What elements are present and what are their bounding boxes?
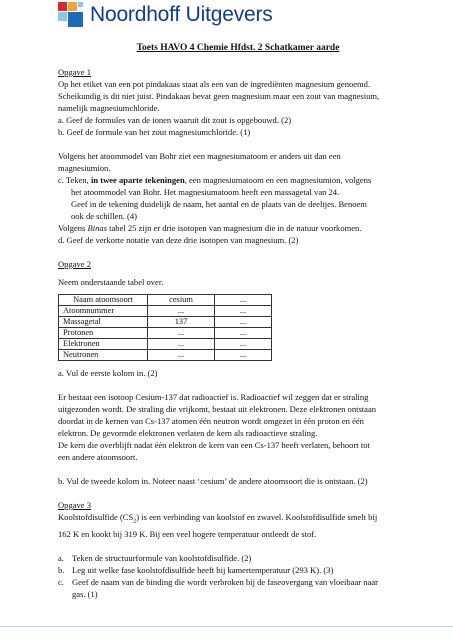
q2-text-3: doordat in de kernen van Cs-137 atomen één neutron wordt omgezet in één proton en één bbox=[58, 416, 364, 426]
q3-intro-2: 162 K en kookt bij 319 K. Bij een veel hogere temperatuur ontleedt de stof. bbox=[58, 528, 317, 539]
q2-text-2: uitgezonden wordt. De straling die vrijkomt, bestaat uit elektronen. Deze elektronen ontstaan bbox=[58, 404, 377, 414]
table-row: Atoomnummer ... ... bbox=[59, 306, 272, 317]
q3-heading: Opgave 3 bbox=[58, 500, 91, 510]
q1-intro-2: Scheikundig is dit niet juist. Pindakaas bevat geen magnesium maar een zout van magnesium, bbox=[58, 91, 380, 101]
q1-bohr-2: magnesiumion. bbox=[58, 163, 111, 173]
q1-intro-1: Op het etiket van een pot pindakaas staat als een van de ingrediënten magnesium genoemd. bbox=[58, 79, 371, 89]
q2-text-1: Er bestaat een isotoop Cesium-137 dat radioactief is. Radioactief wil zeggen dat er straling bbox=[58, 392, 369, 402]
q2-heading: Opgave 2 bbox=[58, 259, 91, 269]
table-row: Elektronen ... ... bbox=[59, 339, 272, 350]
q2-text-4: elektron. De gevormde elektronen verlaten de kern als radioactieve straling. bbox=[58, 428, 318, 438]
document-page bbox=[58, 40, 418, 600]
element-table bbox=[58, 294, 272, 361]
q2-question-b: b. Vul de tweede kolom in. Noteer naast ‘cesium’ de andere atoomsoort die is ontstaan. (2) bbox=[58, 476, 368, 486]
q3-intro-1: Koolstofdisulfide $(CS_2)$ is een verbinding van koolstof en zwavel. Koolstofdisulfide smelt bij bbox=[58, 512, 378, 525]
q1-question-c-3: Geef in de tekening duidelijk de naam, het aantal en de plaats van de deeltjes. Benoem bbox=[71, 199, 367, 209]
q1-question-c-2: het atoommodel van Bohr. Het magnesiumatoom heeft een massagetal van 24. bbox=[71, 187, 340, 197]
q3-question-c: c. Geef de naam van de binding die wordt verbroken bij de faseovergang van vloeibaar naar bbox=[58, 576, 378, 587]
table-row: Naam atoomsoort cesium ... bbox=[59, 295, 272, 306]
brand-name: Noordhoff Uitgevers bbox=[90, 3, 273, 26]
q3-question-b: b. Leg uit welke fase koolstofdisulfide heeft bij kamertemperatuur (293 K). (3) bbox=[58, 564, 334, 575]
q1-intro-3: namelijk magnesiumchloride. bbox=[58, 103, 160, 113]
q1-question-c-4: ook de schillen. (4) bbox=[71, 211, 137, 221]
logo-mark-icon bbox=[58, 2, 84, 28]
table-row: Neutronen ... ... bbox=[59, 350, 272, 361]
q3-question-c-2: gas. (1) bbox=[72, 588, 98, 599]
q2-text-5: De kern die overblijft nadat één elektron de kern van een Cs-137 heeft verlaten, behoort tot bbox=[58, 440, 370, 450]
q1-question-b: b. Geef de formule van het zout magnesiumchloride. (1) bbox=[58, 127, 251, 137]
page-title: Toets HAVO 4 Chemie Hfdst. 2 Schatkamer aarde bbox=[136, 43, 340, 53]
q2-intro: Neem onderstaande tabel over. bbox=[58, 277, 164, 287]
publisher-logo bbox=[58, 2, 273, 28]
q1-question-a: a. Geef de formules van de ionen waaruit dit zout is opgebouwd. (2) bbox=[58, 115, 292, 125]
q1-bohr-1: Volgens het atoommodel van Bohr ziet een magnesiumatoom er anders uit dan een bbox=[58, 151, 341, 161]
footer-divider bbox=[0, 626, 453, 627]
q1-binas-line: Volgens Binas tabel 25 zijn er drie isotopen van magnesium die in de natuur voorkomen. bbox=[58, 223, 362, 233]
q2-text-6: een andere atoomsoort. bbox=[58, 452, 138, 462]
q2-question-a: a. Vul de eerste kolom in. (2) bbox=[58, 368, 158, 378]
table-row: Protonen ... ... bbox=[59, 328, 272, 339]
q1-heading: Opgave 1 bbox=[58, 67, 91, 77]
table-row: Massagetal 137 ... bbox=[59, 317, 272, 328]
q3-question-a: a. Teken de structuurformule van koolstofdisulfide. (2) bbox=[58, 552, 252, 563]
q1-question-d: d. Geef de verkorte notatie van deze drie isotopen van magnesium. (2) bbox=[58, 235, 299, 245]
q1-question-c: c. Teken, in twee aparte tekeningen, een magnesiumatoom en een magnesiumion, volgens bbox=[58, 175, 372, 185]
